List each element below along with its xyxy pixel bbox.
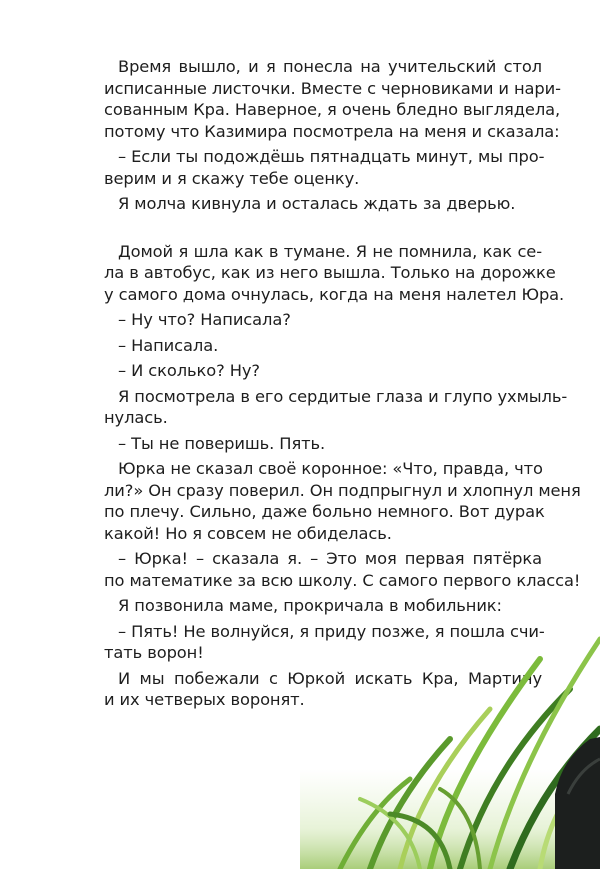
text-line: и их четверых воронят.: [104, 690, 305, 709]
text-line: Время вышло, и я понесла на учительский стол: [118, 57, 542, 76]
text-line: – Пять! Не волнуйся, я приду позже, я пошла счи-: [118, 621, 545, 641]
text-line: исписанные листочки. Вместе с черновиками и нари-: [104, 78, 561, 98]
paragraph: [104, 335, 542, 357]
text-line: Юрка не сказал своё коронное: «Что, правда, что: [118, 459, 543, 478]
section-gap: [104, 219, 542, 241]
text-line: по математике за всю школу. С самого первого класса!: [104, 570, 581, 590]
text-line: нулась.: [104, 408, 168, 427]
text-line: у самого дома очнулась, когда на меня налетел Юра.: [104, 284, 565, 304]
text-line: – Если ты подождёшь пятнадцать минут, мы про-: [118, 147, 545, 166]
paragraph: [104, 548, 581, 591]
text-line: Я позвонила маме, прокричала в мобильник:: [118, 596, 502, 615]
paragraph: [104, 386, 568, 429]
grass-and-crow-illustration: [300, 619, 600, 869]
text-line: И мы побежали с Юркой искать Кра, Мартину: [118, 668, 542, 688]
text-line: ла в автобус, как из него вышла. Только на дорожке: [104, 263, 556, 282]
paragraph: [104, 595, 542, 617]
paragraph: [104, 241, 565, 306]
text-line: – И сколько? Ну?: [118, 361, 260, 380]
text-line: – Ты не поверишь. Пять.: [118, 433, 326, 453]
text-line: какой! Но я совсем не обиделась.: [104, 523, 392, 543]
story-text: [104, 56, 581, 715]
text-line: Я посмотрела в его сердитые глаза и глупо ухмыль-: [118, 386, 568, 406]
crow-icon: [555, 737, 600, 869]
text-line: потому что Казимира посмотрела на меня и сказала:: [104, 121, 560, 141]
text-line: сованным Кра. Наверное, я очень бледно выглядела,: [104, 100, 561, 119]
text-line: – Ну что? Написала?: [118, 310, 291, 329]
text-line: – Юрка! – сказала я. – Это моя первая пятёрка: [118, 549, 542, 568]
paragraph: [104, 433, 542, 455]
text-line: ли?» Он сразу поверил. Он подпрыгнул и хлопнул меня: [104, 480, 581, 500]
paragraph: [104, 458, 581, 544]
paragraph: [104, 360, 542, 382]
text-line: тать ворон!: [104, 643, 204, 662]
paragraph: [104, 193, 542, 215]
text-line: Я молча кивнула и осталась ждать за дверью.: [118, 194, 516, 213]
paragraph: [104, 56, 561, 142]
paragraph: [104, 146, 545, 189]
text-line: по плечу. Сильно, даже больно немного. Вот дурак: [104, 502, 545, 521]
text-line: верим и я скажу тебе оценку.: [104, 168, 360, 188]
text-line: Домой я шла как в тумане. Я не помнила, как се-: [118, 241, 542, 261]
paragraph: [104, 309, 542, 331]
text-line: – Написала.: [118, 335, 219, 355]
